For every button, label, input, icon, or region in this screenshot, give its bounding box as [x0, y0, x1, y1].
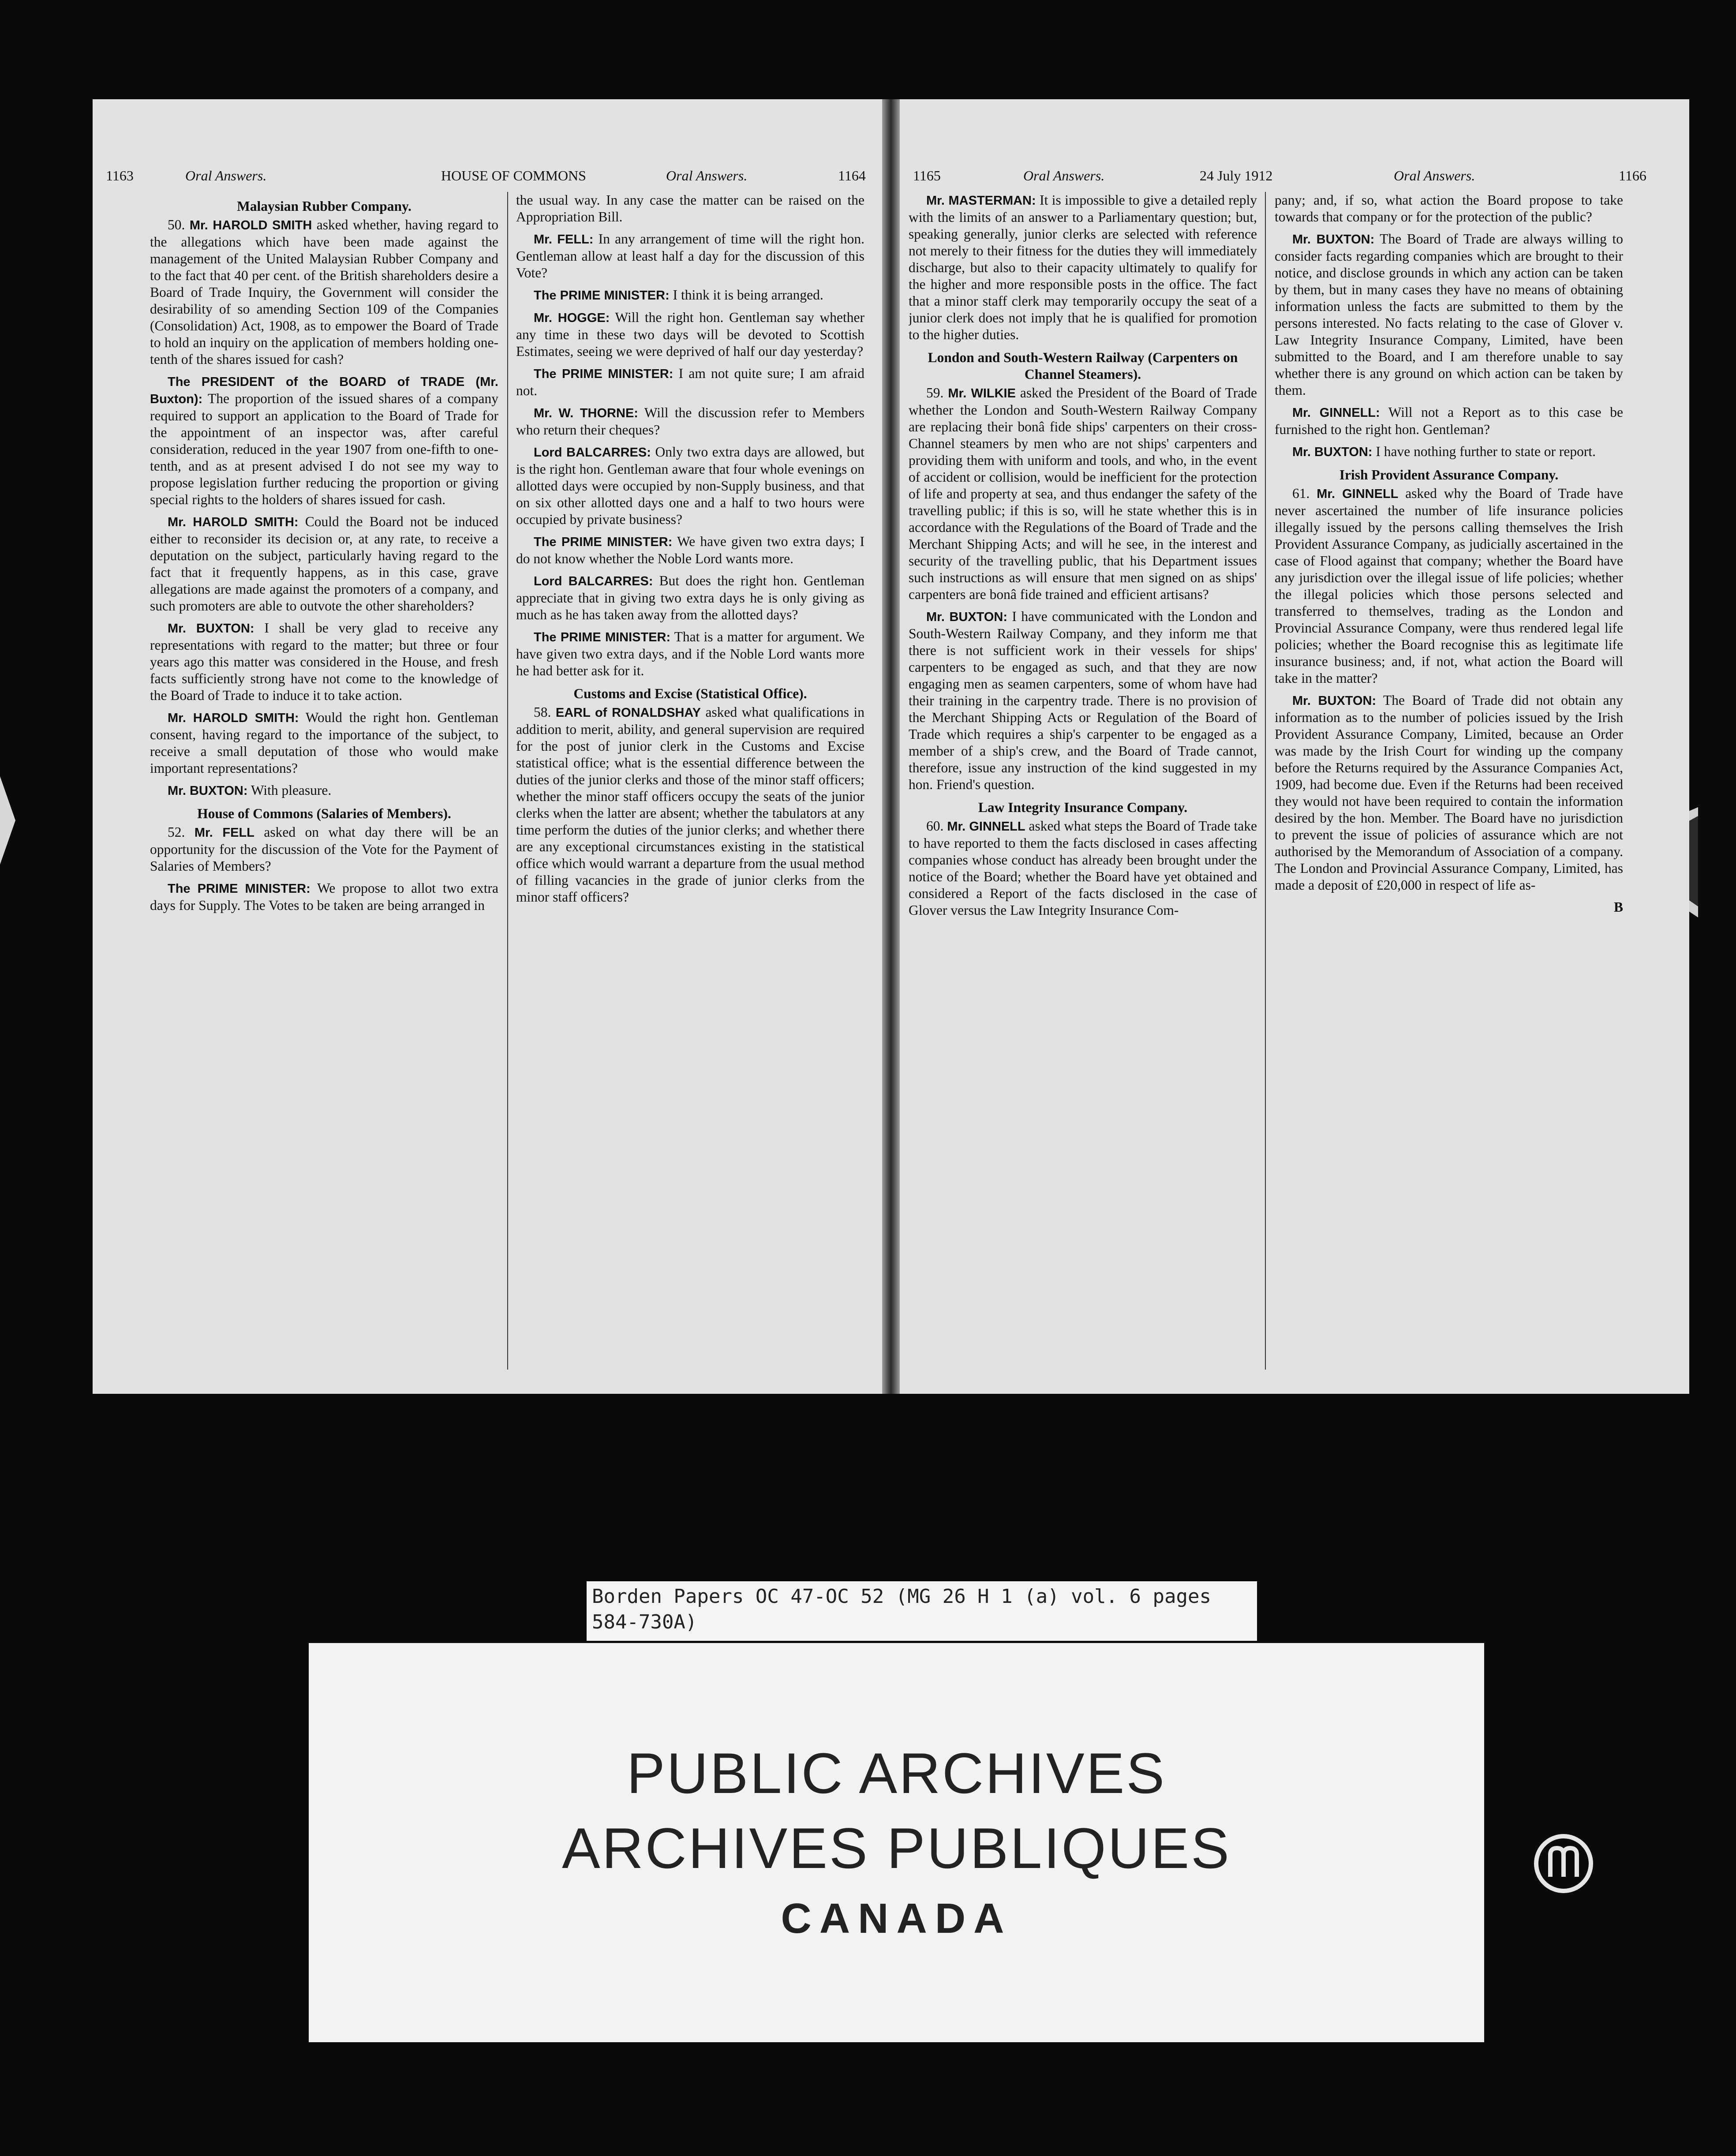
speech-paragraph: Mr. BUXTON: I shall be very glad to receive any representations with regard to the matter; but three or four years ago this matter was considered in the House, and fresh facts sufficiently strong have not come to the knowledge of the Board of Trade to induce it to take action. — [150, 620, 498, 703]
archive-title-card — [309, 1643, 1484, 2042]
answer-paragraph: The PRESIDENT of the BOARD of TRADE (Mr. Buxton): The proportion of the issued shares of a company required to support an application to the Board of Trade for the appointment of an inspector was, after careful consideration, reduced in the year 1907 from one-fifth to one-tenth, and as at present advised I do not see my way to propose legislation further reducing the proportion or giving special rights to the holders of shares issued for cash. — [150, 375, 498, 507]
archive-title-fr: ARCHIVES PUBLIQUES — [562, 1816, 1231, 1880]
section-heading: House of Commons (Salaries of Members). — [197, 806, 451, 821]
page-number: 1166 — [1619, 168, 1646, 183]
date-heading: 24 July 1912 — [1200, 168, 1273, 183]
archive-title-en: PUBLIC ARCHIVES — [626, 1741, 1167, 1805]
running-head-right — [913, 168, 1676, 185]
printer-signature: B — [1613, 899, 1623, 915]
text-column — [1275, 192, 1623, 1370]
column-divider — [507, 192, 508, 1370]
speech-paragraph: Mr. W. THORNE: Will the discussion refer to Members who return their cheques? — [516, 405, 864, 438]
speech-paragraph: Mr. BUXTON: The Board of Trade are always willing to consider facts regarding companies which are brought to their notice, and disclose grounds in which any action can be taken by them, but in many cases they have no means of obtaining information unless the facts are submitted to them by the persons interested. No facts relating to the case of Glover v. Law Integrity Insurance Company, Limited, have been submitted to the Board, and I am therefore unable to say whether there is any ground on which action can be taken by them. — [1275, 231, 1623, 398]
section-label: Oral Answers. — [1394, 168, 1475, 183]
page-number: 1163 — [106, 168, 134, 183]
section-heading: Irish Provident Assurance Company. — [1339, 467, 1559, 483]
archive-reference-label: Borden Papers OC 47-OC 52 (MG 26 H 1 (a) vol. 6 pages 584-730A) — [587, 1581, 1257, 1641]
speech-paragraph: Mr. HAROLD SMITH: Would the right hon. Gentleman consent, having regard to the importance of the subject, to receive a small deputation of those who would make important representations? — [150, 710, 498, 776]
section-label: Oral Answers. — [185, 168, 267, 183]
speech-paragraph: The PRIME MINISTER: I am not quite sure; I am afraid not. — [516, 366, 864, 398]
continued-paragraph: the usual way. In any case the matter can be raised on the Appropriation Bill. — [516, 192, 864, 225]
speech-paragraph: Mr. FELL: In any arrangement of time will the right hon. Gentleman allow at least half a day for the discussion of this Vote? — [516, 231, 864, 281]
left-page — [93, 99, 882, 1394]
film-clip-left — [0, 776, 26, 865]
book-gutter — [882, 99, 900, 1394]
speech-paragraph: Mr. BUXTON: With pleasure. — [168, 782, 332, 798]
speech-paragraph: Mr. GINNELL: Will not a Report as to this case be furnished to the right hon. Gentleman? — [1275, 404, 1623, 437]
question-paragraph: 61. Mr. GINNELL asked why the Board of Trade have never ascertained the number of life insurance policies illegally issued by the persons calling themselves the Irish Provident Assurance Company, as judicially ascertained in the case of Flood against that company; whether the Board have any jurisdiction over the illegal issue of life policies; whether the illegal policies which those persons selected and transferred to themselves, trading as the London and Provincial Assurance Company, were thus rendered legal life policies; whether the Board recognise this as legitimate life insurance business; and, if not, what action the Board will take in the matter? — [1275, 486, 1623, 686]
speech-paragraph: Mr. BUXTON: I have communicated with the London and South-Western Railway Company, and they inform me that there is not sufficient work in their vessels for ships' carpenters to be engaged as such, and that they are now engaging men as seamen carpenters, some of whom have had their training in the carpentry trade. There is no provision of the Merchant Shipping Acts or Regulation of the Board of Trade which requires a ship's carpenter to be engaged as a member of a ship's crew, and the Board of Trade cannot, therefore, issue any instruction of the kind suggested in my hon. Friend's question. — [909, 609, 1257, 792]
speech-paragraph: Mr. BUXTON: The Board of Trade did not obtain any information as to the number of policies issued by the Irish Provident Assurance Company, Limited, because an Order was made by the Irish Court for winding up the company before the Returns required by the Assurance Companies Act, 1909, had become due. Even if the Returns had been received they would not have been required to contain the information desired by the hon. Member. The Board have no jurisdiction to prevent the issue of policies of assurance which are not authorised by the Memorandum of Association of a company. The London and Provincial Assurance Company, Limited, has made a deposit of £20,000 in respect of life as- — [1275, 692, 1623, 893]
speech-paragraph: The PRIME MINISTER: That is a matter for argument. We have given two extra days, and if the Noble Lord wants more he had better ask for it. — [516, 629, 864, 678]
question-paragraph: 52. Mr. FELL asked on what day there will be an opportunity for the discussion of the Vote for the Payment of Salaries of Members? — [150, 824, 498, 874]
section-heading: Malaysian Rubber Company. — [237, 198, 412, 214]
speech-paragraph: Mr. BUXTON: I have nothing further to state or report. — [1292, 444, 1596, 459]
text-column — [150, 192, 498, 1370]
right-page — [900, 99, 1689, 1394]
house-title: HOUSE OF COMMONS — [441, 168, 586, 183]
section-label: Oral Answers. — [1023, 168, 1105, 183]
question-paragraph: 59. Mr. WILKIE asked the President of the Board of Trade whether the London and South-Western Railway Company are replacing their bonâ fide ships' carpenters on their cross-Channel steamers by men who are not ships' carpenters and providing them with uniform and tools, and who, in the event of accident or collision, would be inefficient for the protection of life and property at sea, and thus endanger the safety of the travelling public; if this is so, will he state whether this is in accordance with the Regulations of the Board of Trade and the Merchant Shipping Acts; and will he see, in the interest and security of the travelling public, that his Department issues such instructions as will ensure that men signed on as ships' carpenters are bonâ fide trained and efficient artisans? — [909, 385, 1257, 602]
question-paragraph: 60. Mr. GINNELL asked what steps the Board of Trade take to have reported to them the facts disclosed in cases affecting companies whose conduct has already been brought under the notice of the Board; whether the Board have yet obtained and considered a Report of the facts disclosed in the case of Glover versus the Law Integrity Insurance Com- — [909, 818, 1257, 918]
question-paragraph: 50. Mr. HAROLD SMITH asked whether, having regard to the allegations which have been made against the management of the United Malaysian Rubber Company and to the fact that 40 per cent. of the British shareholders desire a Board of Trade Inquiry, the Government will consider the desirability of so amending Section 109 of the Companies (Consolidation) Act, 1908, as to empower the Board of Trade to hold an inquiry on the application of members holding one-tenth of the shares issued for cash? — [150, 217, 498, 367]
text-column — [909, 192, 1257, 1370]
page-number: 1165 — [913, 168, 941, 183]
question-paragraph: 58. EARL of RONALDSHAY asked what qualifications in addition to merit, ability, and general supervision are required for the post of junior clerk in the Customs and Excise statistical office; what is the essential difference between the duties of the junior clerks and those of the minor staff officers; whether the minor staff officers occupy the seats of the junior clerks when the latter are absent; whether the tabulators at any time perform the duties of the junior clerks; and whether there are any exceptional circumstances existing in the statistical office which would warrant a departure from the usual method of filling vacancies in the grade of junior clerks from the minor staff officers? — [516, 704, 864, 905]
column-divider — [1265, 192, 1266, 1370]
running-head-left — [106, 168, 869, 185]
speech-paragraph: The PRIME MINISTER: We have given two extra days; I do not know whether the Noble Lord wants more. — [516, 534, 864, 566]
text-column — [516, 192, 864, 1370]
speech-paragraph: Mr. HOGGE: Will the right hon. Gentleman say whether any time in these two days will be devoted to Scottish Estimates, seeing we were deprived of half our day yesterday? — [516, 310, 864, 359]
archive-country: CANADA — [781, 1895, 1012, 1942]
speech-paragraph: Mr. MASTERMAN: It is impossible to give a detailed reply with the limits of an answer to a Parliamentary question; but, speaking generally, junior clerks are selected with reference not merely to their fitness for the duties they will immediately discharge, but also to their capacity ultimately to qualify for the higher and more responsible posts in the office. The fact that a minor staff clerk may temporarily occupy the seat of a junior clerk does not imply that he is qualified for promotion to the higher duties. — [909, 192, 1257, 342]
speech-paragraph: The PRIME MINISTER: We propose to allot two extra days for Supply. The Votes to be taken are being arranged in — [150, 880, 498, 913]
section-heading: Law Integrity Insurance Company. — [978, 800, 1188, 815]
microfilm-logo-icon — [1530, 1830, 1597, 1897]
continued-paragraph: pany; and, if so, what action the Board propose to take towards that company or for the protection of the public? — [1275, 192, 1623, 225]
speech-paragraph: Mr. HAROLD SMITH: Could the Board not be induced either to reconsider its decision or, at any rate, to receive a deputation on the subject, particularly having regard to the fact that it frequently happens, as in this case, grave allegations are made against the promoters of a company, and such promoters are able to outvote the other shareholders? — [150, 514, 498, 614]
section-label: Oral Answers. — [666, 168, 748, 183]
section-heading: London and South-Western Railway (Carpenters on Channel Steamers). — [928, 350, 1238, 382]
page-number: 1164 — [838, 168, 866, 183]
open-book-scan — [93, 99, 1689, 1394]
speech-paragraph: The PRIME MINISTER: I think it is being arranged. — [534, 287, 823, 303]
speech-paragraph: Lord BALCARRES: Only two extra days are allowed, but is the right hon. Gentleman aware that four whole evenings on allotted days were occupied by non-Supply business, and that on six other allotted days one and a half to two hours were occupied by private business? — [516, 444, 864, 527]
section-heading: Customs and Excise (Statistical Office). — [573, 686, 807, 701]
speech-paragraph: Lord BALCARRES: But does the right hon. Gentleman appreciate that in giving two extra days he is only giving as much as he has taken away from the allotted days? — [516, 573, 864, 622]
